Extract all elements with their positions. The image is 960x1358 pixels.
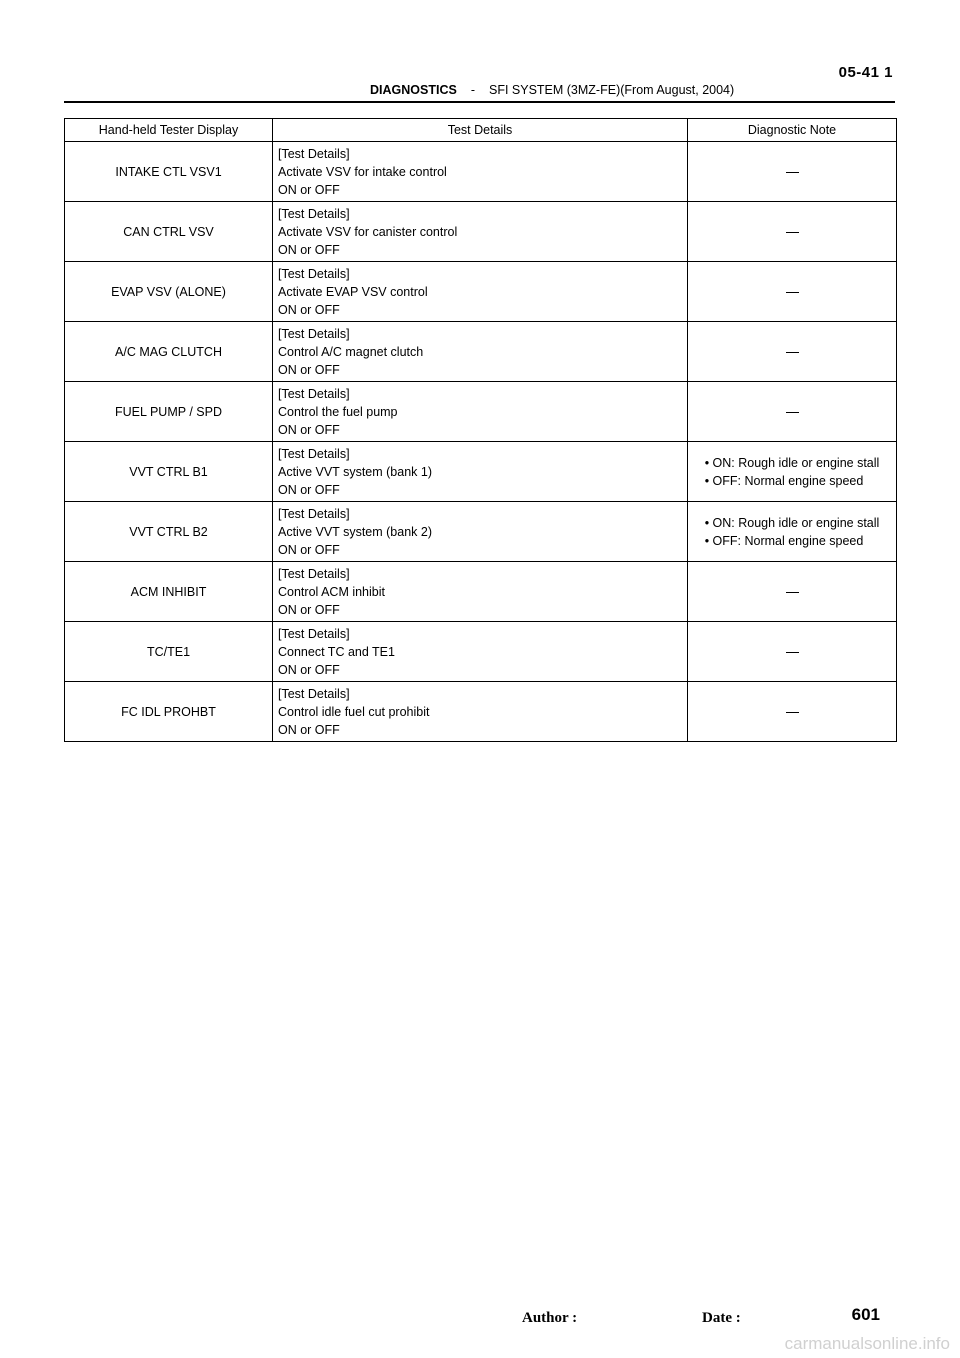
test-details-cell xyxy=(273,322,688,382)
test-detail-line: ON or OFF xyxy=(278,422,340,437)
test-details-cell xyxy=(273,382,688,442)
test-detail-line: ON or OFF xyxy=(278,602,340,617)
no-note-dash xyxy=(786,172,799,173)
table-header-row xyxy=(65,119,897,142)
test-detail-line: [Test Details] xyxy=(278,686,350,701)
test-details-cell xyxy=(273,622,688,682)
diagnostic-note-cell xyxy=(688,142,897,202)
test-detail-line: ON or OFF xyxy=(278,362,340,377)
table-row xyxy=(65,502,897,562)
test-detail-line: [Test Details] xyxy=(278,626,350,641)
table-body xyxy=(65,142,897,742)
diagnostic-note-cell xyxy=(688,262,897,322)
table-row xyxy=(65,622,897,682)
header-rule xyxy=(64,101,895,103)
tester-display-cell: FC IDL PROHBT xyxy=(65,682,273,742)
author-label: Author : xyxy=(522,1310,578,1326)
watermark: carmanualsonline.info xyxy=(784,1334,950,1353)
test-details-cell xyxy=(273,142,688,202)
test-detail-line: [Test Details] xyxy=(278,326,350,341)
diagnostic-note-cell xyxy=(688,562,897,622)
diagnostic-note-cell xyxy=(688,442,897,502)
note-lines xyxy=(705,454,880,490)
no-note-dash xyxy=(786,352,799,353)
test-details-cell xyxy=(273,682,688,742)
no-note-dash xyxy=(786,712,799,713)
test-detail-line: Activate VSV for canister control xyxy=(278,224,458,239)
no-note-dash xyxy=(786,592,799,593)
no-note-dash xyxy=(786,412,799,413)
test-detail-line: ON or OFF xyxy=(278,482,340,497)
tester-display-cell: FUEL PUMP / SPD xyxy=(65,382,273,442)
test-details-cell xyxy=(273,562,688,622)
test-detail-line: [Test Details] xyxy=(278,446,350,461)
page-code: 05-41 1 xyxy=(838,64,893,81)
no-note-dash xyxy=(786,232,799,233)
no-note-dash xyxy=(786,652,799,653)
test-detail-line: Active VVT system (bank 2) xyxy=(278,524,432,539)
test-detail-line: Control the fuel pump xyxy=(278,404,398,419)
column-header-display: Hand-held Tester Display xyxy=(65,119,273,142)
note-line: • ON: Rough idle or engine stall xyxy=(704,455,880,470)
test-detail-line: [Test Details] xyxy=(278,506,350,521)
test-details-cell xyxy=(273,442,688,502)
tester-display-cell: EVAP VSV (ALONE) xyxy=(65,262,273,322)
test-detail-line: [Test Details] xyxy=(278,566,350,581)
section-title: DIAGNOSTICS xyxy=(370,83,457,97)
tester-display-cell: INTAKE CTL VSV1 xyxy=(65,142,273,202)
test-detail-line: Connect TC and TE1 xyxy=(278,644,395,659)
diagnostic-note-cell xyxy=(688,502,897,562)
tester-display-cell: A/C MAG CLUTCH xyxy=(65,322,273,382)
note-line: • ON: Rough idle or engine stall xyxy=(704,515,880,530)
test-detail-line: [Test Details] xyxy=(278,206,350,221)
diagnostic-note-cell xyxy=(688,682,897,742)
table-row xyxy=(65,202,897,262)
column-header-details: Test Details xyxy=(273,119,688,142)
date-label: Date : xyxy=(702,1310,741,1326)
test-details-cell xyxy=(273,202,688,262)
diagnostic-note-cell xyxy=(688,382,897,442)
test-detail-line: ON or OFF xyxy=(278,542,340,557)
table-row xyxy=(65,142,897,202)
table-row xyxy=(65,262,897,322)
note-line: • OFF: Normal engine speed xyxy=(704,533,864,548)
tester-display-cell: VVT CTRL B2 xyxy=(65,502,273,562)
page-number: 601 xyxy=(851,1305,880,1324)
test-detail-line: ON or OFF xyxy=(278,722,340,737)
tester-display-cell: CAN CTRL VSV xyxy=(65,202,273,262)
note-lines xyxy=(705,514,880,550)
test-detail-line: ON or OFF xyxy=(278,182,340,197)
test-detail-line: [Test Details] xyxy=(278,266,350,281)
page-header xyxy=(370,83,895,97)
diagnostic-note-cell xyxy=(688,622,897,682)
diagnostic-note-cell xyxy=(688,202,897,262)
test-detail-line: Activate VSV for intake control xyxy=(278,164,447,179)
test-details-cell xyxy=(273,502,688,562)
test-detail-line: Control A/C magnet clutch xyxy=(278,344,424,359)
header-separator: - xyxy=(470,83,475,97)
test-detail-line: Activate EVAP VSV control xyxy=(278,284,428,299)
diagnostic-note-cell xyxy=(688,322,897,382)
test-detail-line: ON or OFF xyxy=(278,302,340,317)
tester-display-cell: TC/TE1 xyxy=(65,622,273,682)
table-row xyxy=(65,442,897,502)
table-row xyxy=(65,322,897,382)
test-detail-line: [Test Details] xyxy=(278,146,350,161)
test-detail-line: ON or OFF xyxy=(278,242,340,257)
test-detail-line: Control ACM inhibit xyxy=(278,584,385,599)
column-header-note: Diagnostic Note xyxy=(688,119,897,142)
test-detail-line: ON or OFF xyxy=(278,662,340,677)
table-row xyxy=(65,562,897,622)
no-note-dash xyxy=(786,292,799,293)
table-row xyxy=(65,382,897,442)
note-line: • OFF: Normal engine speed xyxy=(704,473,864,488)
test-details-cell xyxy=(273,262,688,322)
tester-display-cell: ACM INHIBIT xyxy=(65,562,273,622)
test-detail-line: Active VVT system (bank 1) xyxy=(278,464,432,479)
header-subtitle: SFI SYSTEM (3MZ-FE)(From August, 2004) xyxy=(488,83,735,97)
diagnostic-table xyxy=(64,118,897,742)
table-row xyxy=(65,682,897,742)
test-detail-line: Control idle fuel cut prohibit xyxy=(278,704,430,719)
tester-display-cell: VVT CTRL B1 xyxy=(65,442,273,502)
test-detail-line: [Test Details] xyxy=(278,386,350,401)
